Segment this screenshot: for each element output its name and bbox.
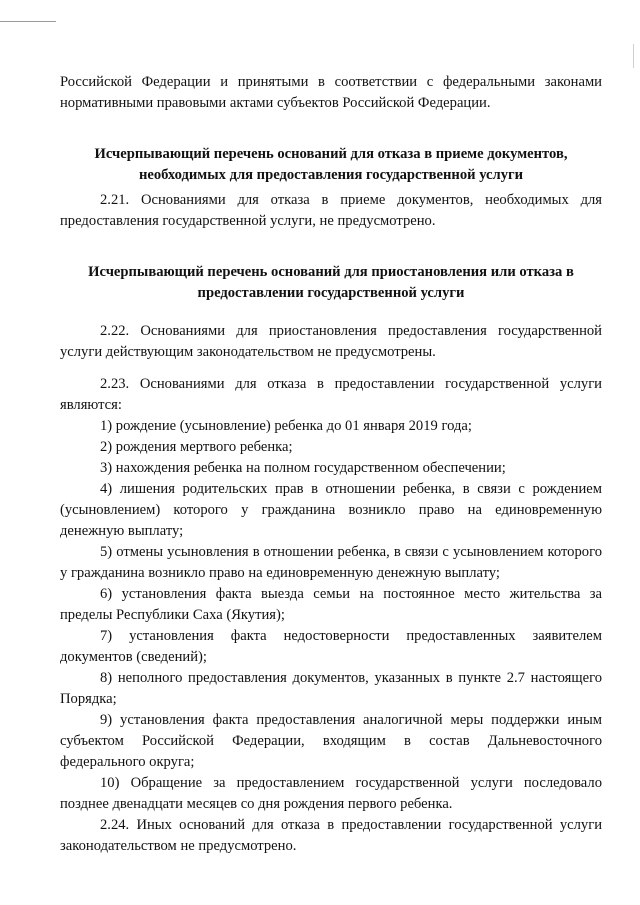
list-item: 8) неполного предоставления документов, указанных в пункте 2.7 настоящего Порядка; xyxy=(60,670,602,707)
list-item: 6) установления факта выезда семьи на постоянное место жительства за пределы Республики Саха (Якутия); xyxy=(60,586,602,623)
list-item: 5) отмены усыновления в отношении ребенка, в связи с усыновлением которого у гражданина возникло право на единовременную денежную выплату; xyxy=(60,544,602,581)
document-page xyxy=(60,72,602,857)
paragraph-2-22: 2.22. Основаниями для приостановления предоставления государственной услуги действующим законодательством не предусмотрены. xyxy=(60,323,602,360)
list-item: 7) установления факта недостоверности предоставленных заявителем документов (сведений); xyxy=(60,628,602,665)
section-heading-refusal-acceptance: Исчерпывающий перечень оснований для отказа в приеме документов, необходимых для предоставления государственной услуги xyxy=(94,146,568,183)
section-heading-suspension-refusal: Исчерпывающий перечень оснований для приостановления или отказа в предоставлении государственной услуги xyxy=(88,264,574,301)
scan-edge-line xyxy=(0,21,56,22)
list-item: 4) лишения родительских прав в отношении ребенка, в связи с рождением (усыновлением) которого у гражданина возникло право на единовременную денежную выплату; xyxy=(60,481,602,539)
paragraph-2-23: 2.23. Основаниями для отказа в предоставлении государственной услуги являются: xyxy=(60,376,602,413)
intro-paragraph: Российской Федерации и принятыми в соответствии с федеральными законами нормативными правовыми актами субъектов Российской Федерации. xyxy=(60,74,602,111)
scan-edge-mark xyxy=(633,44,634,68)
list-item: 2) рождения мертвого ребенка; xyxy=(100,439,293,455)
paragraph-2-24: 2.24. Иных оснований для отказа в предоставлении государственной услуги законодательством не предусмотрено. xyxy=(60,817,602,854)
list-item: 1) рождение (усыновление) ребенка до 01 января 2019 года; xyxy=(100,418,472,434)
list-item: 10) Обращение за предоставлением государственной услуги последовало позднее двенадцати месяцев со дня рождения первого ребенка. xyxy=(60,775,602,812)
list-item: 3) нахождения ребенка на полном государственном обеспечении; xyxy=(100,460,506,476)
paragraph-2-21: 2.21. Основаниями для отказа в приеме документов, необходимых для предоставления государственной услуги, не предусмотрено. xyxy=(60,192,602,229)
list-item: 9) установления факта предоставления аналогичной меры поддержки иным субъектом Российской Федерации, входящим в состав Дальневосточного федерального округа; xyxy=(60,712,602,770)
